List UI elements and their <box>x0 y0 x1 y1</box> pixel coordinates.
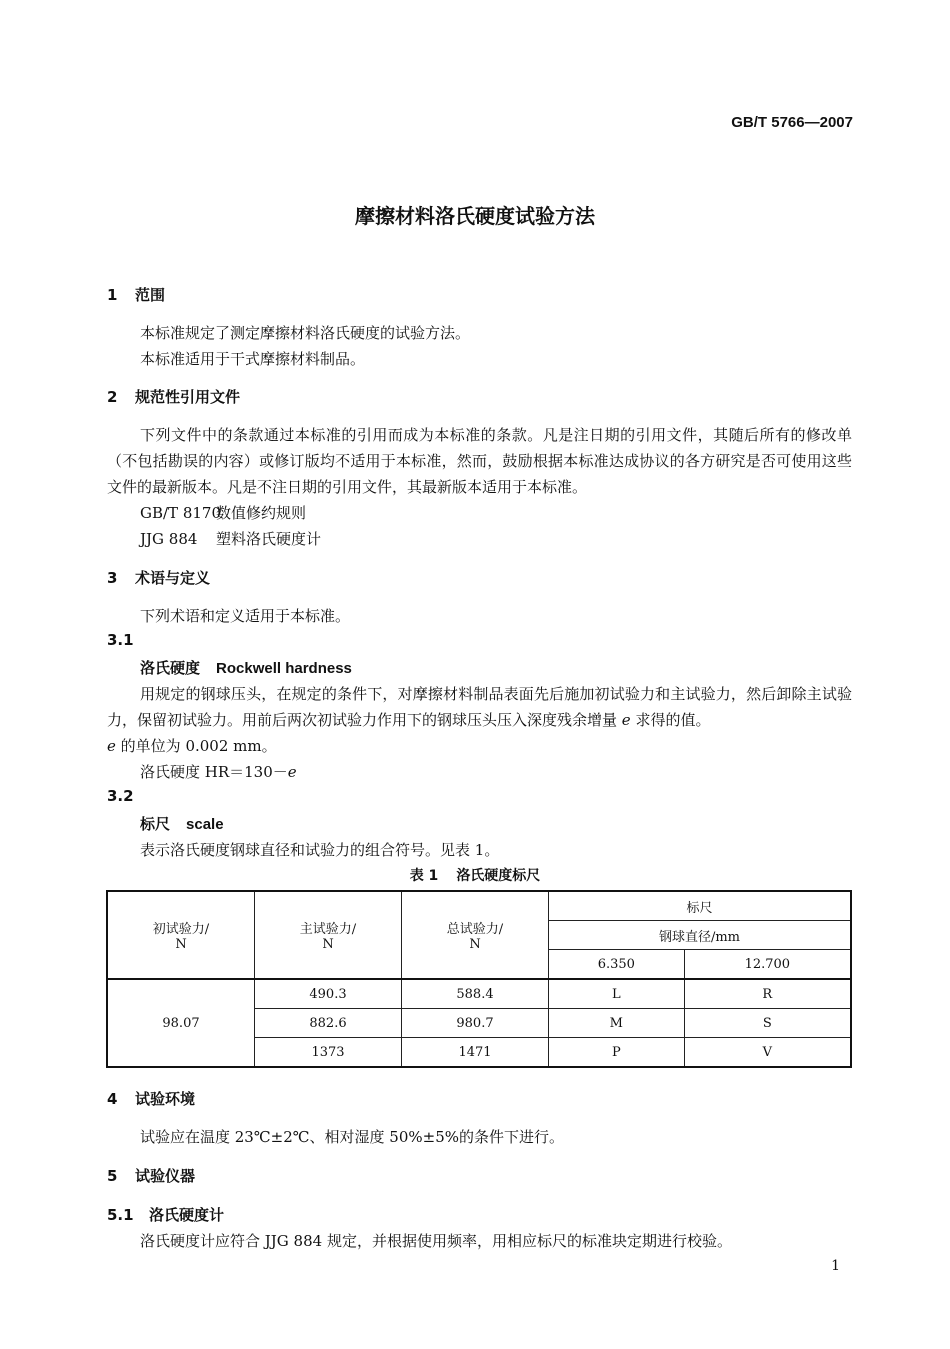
term-3-2-definition: 表示洛氏硬度钢球直径和试验力的组合符号。见表 1。 <box>140 841 500 859</box>
definition-text: 的单位为 0.002 mm。 <box>120 737 277 755</box>
term-english: scale <box>186 816 224 833</box>
reference-item <box>140 502 306 523</box>
table-cell-scale: P <box>549 1038 685 1068</box>
definition-text: 用规定的钢球压头，在规定的条件下，对摩擦材料制品表面先后施加初试验力和主试验力，然后卸除主试验力，保留初试验力。用前后两次初试验力作用下的钢球压头压入深度残余增量 <box>107 685 852 729</box>
section-number: 5.1 <box>107 1206 134 1224</box>
section-title: 试验仪器 <box>135 1167 196 1185</box>
table-label: 表 1 <box>409 868 439 884</box>
header-scale: 标尺 <box>549 891 852 921</box>
table-1-caption <box>0 865 950 885</box>
section-title: 洛氏硬度计 <box>149 1206 225 1224</box>
table-cell-scale: L <box>549 979 685 1009</box>
section-number: 5 <box>107 1167 118 1185</box>
table-cell-scale: R <box>684 979 851 1009</box>
header-major-force: 主试验力/ N <box>255 891 402 979</box>
section-1-paragraph-1: 本标准规定了测定摩擦材料洛氏硬度的试验方法。 <box>140 324 471 342</box>
section-number: 1 <box>107 286 118 304</box>
table-cell-major: 882.6 <box>255 1009 402 1038</box>
table-cell-major: 490.3 <box>255 979 402 1009</box>
section-3-heading <box>107 567 210 588</box>
section-1-paragraph-2: 本标准适用于干式摩擦材料制品。 <box>140 350 366 368</box>
section-title: 范围 <box>135 286 166 304</box>
term-english: Rockwell hardness <box>216 660 352 677</box>
table-cell-major: 1373 <box>255 1038 402 1068</box>
table-cell-total: 588.4 <box>402 979 549 1009</box>
header-diameter-2: 12.700 <box>684 950 851 980</box>
page-number: 1 <box>831 1258 840 1274</box>
table-cell-total: 1471 <box>402 1038 549 1068</box>
clause-3-1-number: 3.1 <box>107 631 134 649</box>
section-5-heading <box>107 1165 195 1186</box>
section-number: 3 <box>107 569 118 587</box>
document-title: 摩擦材料洛氏硬度试验方法 <box>355 204 595 228</box>
hardness-scale-table <box>106 890 852 1068</box>
definition-text: 求得的值。 <box>635 711 711 729</box>
header-ball-diameter: 钢球直径/mm <box>549 921 852 950</box>
clause-5-1-paragraph: 洛氏硬度计应符合 JJG 884 规定，并根据使用频率，用相应标尺的标准块定期进行校验。 <box>140 1232 732 1250</box>
section-number: 4 <box>107 1090 118 1108</box>
reference-name: 塑料洛氏硬度计 <box>216 530 322 548</box>
clause-3-2-number: 3.2 <box>107 787 134 805</box>
term-3-1-unit-note <box>107 735 277 756</box>
reference-code: JJG 884 <box>140 530 198 548</box>
section-4-heading <box>107 1088 195 1109</box>
section-1-heading <box>107 284 165 305</box>
clause-5-1-heading <box>107 1204 224 1225</box>
variable-e: e <box>107 737 116 755</box>
variable-e: e <box>287 763 297 781</box>
section-number: 2 <box>107 388 118 406</box>
table-cell-scale: V <box>684 1038 851 1068</box>
variable-e: e <box>621 711 631 729</box>
formula-text: 洛氏硬度 HR＝130－ <box>140 763 288 781</box>
table-caption-text: 洛氏硬度标尺 <box>456 868 541 884</box>
section-2-heading <box>107 386 240 407</box>
section-title: 规范性引用文件 <box>135 388 241 406</box>
section-title: 术语与定义 <box>135 569 211 587</box>
header-total-force: 总试验力/ N <box>402 891 549 979</box>
term-3-2 <box>140 813 224 834</box>
term-3-1 <box>140 657 352 678</box>
table-cell-scale: M <box>549 1009 685 1038</box>
term-chinese: 标尺 <box>140 815 171 833</box>
section-3-intro: 下列术语和定义适用于本标准。 <box>140 607 351 625</box>
table-cell-scale: S <box>684 1009 851 1038</box>
reference-name: 数值修约规则 <box>216 504 307 522</box>
reference-item <box>140 528 321 549</box>
table-cell-total: 980.7 <box>402 1009 549 1038</box>
section-4-paragraph: 试验应在温度 23℃±2℃、相对湿度 50%±5%的条件下进行。 <box>140 1128 565 1146</box>
standard-number: GB/T 5766—2007 <box>731 114 853 131</box>
hardness-formula <box>140 761 297 782</box>
header-diameter-1: 6.350 <box>549 950 685 980</box>
initial-force-value: 98.07 <box>107 979 255 1067</box>
section-title: 试验环境 <box>135 1090 196 1108</box>
reference-code: GB/T 8170 <box>140 504 222 522</box>
section-2-paragraph: 下列文件中的条款通过本标准的引用而成为本标准的条款。凡是注日期的引用文件，其随后所有的修改单（不包括勘误的内容）或修订版均不适用于本标准，然而，鼓励根据本标准达成协议的各方研究是否可使用这些文件的最新版本。凡是不注日期的引用文件，其最新版本适用于本标准。 <box>107 426 852 496</box>
header-initial-force: 初试验力/ N <box>107 891 255 979</box>
term-3-1-definition <box>107 681 852 733</box>
term-chinese: 洛氏硬度 <box>140 659 201 677</box>
